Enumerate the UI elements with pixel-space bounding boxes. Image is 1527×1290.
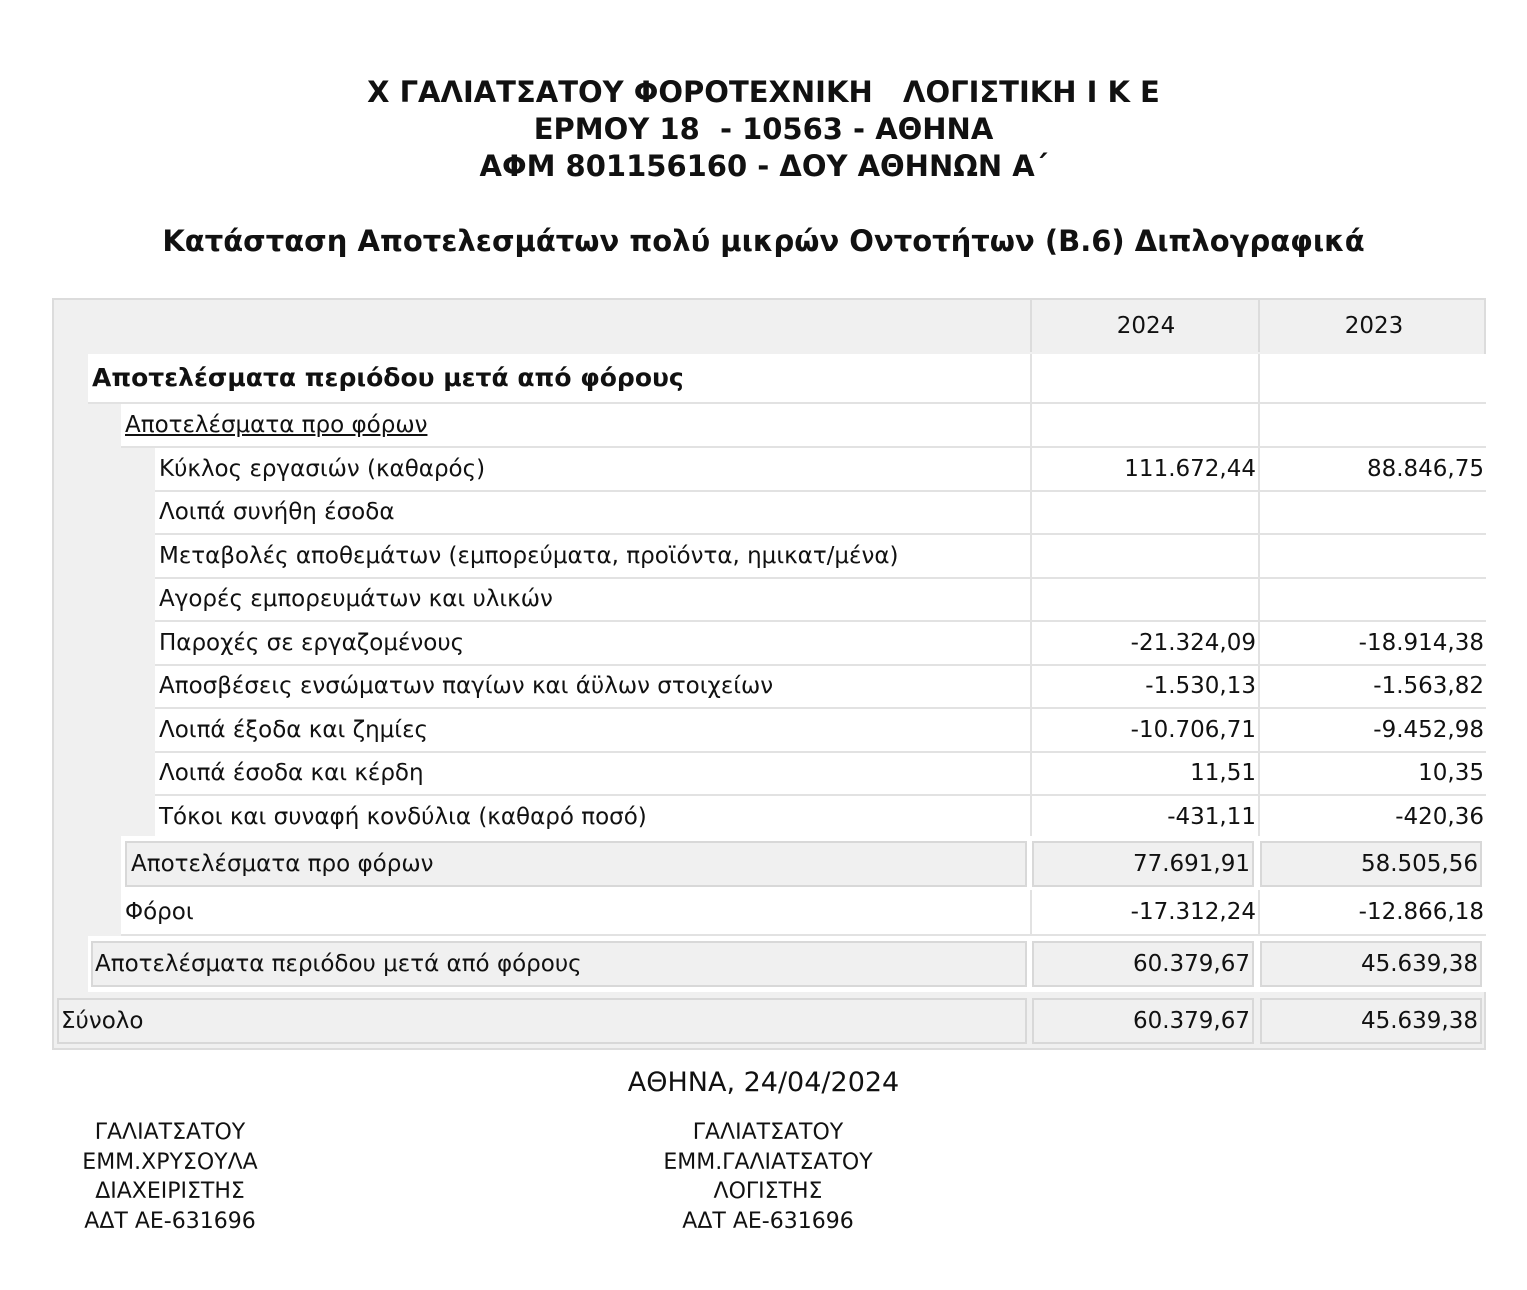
signatory-left-line: ΑΔΤ ΑΕ-631696 bbox=[84, 1208, 256, 1234]
line-item-label: Αποσβέσεις ενσώματων παγίων και άϋλων στοιχείων bbox=[155, 666, 1030, 710]
taxes-2023: -12.866,18 bbox=[1258, 890, 1486, 936]
taxes-2024: -17.312,24 bbox=[1030, 890, 1258, 936]
company-name: Χ ΓΑΛΙΑΤΣΑΤΟΥ ΦΟΡΟΤΕΧΝΙΚΗ ΛΟΓΙΣΤΙΚΗ Ι Κ Ε bbox=[367, 75, 1160, 109]
statement-title: Κατάσταση Αποτελεσμάτων πολύ μικρών Οντοτήτων (Β.6) Διπλογραφικά bbox=[162, 224, 1365, 258]
company-tax-id: ΑΦΜ 801156160 - ΔΟΥ ΑΘΗΝΩΝ Α΄ bbox=[479, 149, 1048, 183]
line-item-2024 bbox=[1030, 492, 1258, 536]
grand-total-2023: 45.639,38 bbox=[1260, 998, 1482, 1044]
line-item-2024: -431,11 bbox=[1030, 796, 1258, 840]
line-item-2023: -18.914,38 bbox=[1258, 622, 1486, 666]
signatory-right-line: ΕΜΜ.ΓΑΛΙΑΤΣΑΤΟΥ bbox=[663, 1149, 873, 1175]
line-item-2024: 111.672,44 bbox=[1030, 448, 1258, 492]
taxes-label: Φόροι bbox=[121, 890, 1030, 936]
grand-total-label: Σύνολο bbox=[57, 998, 1027, 1044]
section-title: Αποτελέσματα περιόδου μετά από φόρους bbox=[88, 354, 1030, 404]
line-item-label: Κύκλος εργασιών (καθαρός) bbox=[155, 448, 1030, 492]
line-item-label: Λοιπά έσοδα και κέρδη bbox=[155, 753, 1030, 797]
line-item-2024: -1.530,13 bbox=[1030, 666, 1258, 710]
line-item-2023 bbox=[1258, 579, 1486, 623]
signatory-right-line: ΑΔΤ ΑΕ-631696 bbox=[682, 1208, 854, 1234]
column-header-2024: 2024 bbox=[1030, 300, 1260, 352]
line-item-2023: 88.846,75 bbox=[1258, 448, 1486, 492]
after-tax-total-2023: 45.639,38 bbox=[1260, 941, 1482, 987]
line-item-2024 bbox=[1030, 579, 1258, 623]
pretax-total-label: Αποτελέσματα προ φόρων bbox=[125, 841, 1027, 887]
line-item-2023: -420,36 bbox=[1258, 796, 1486, 840]
signatory-right-line: ΓΑΛΙΑΤΣΑΤΟΥ bbox=[692, 1120, 844, 1145]
line-item-2024: -10.706,71 bbox=[1030, 709, 1258, 753]
column-header-2023: 2023 bbox=[1258, 300, 1488, 352]
line-item-2023: -9.452,98 bbox=[1258, 709, 1486, 753]
line-item-2024: -21.324,09 bbox=[1030, 622, 1258, 666]
line-item-2023 bbox=[1258, 492, 1486, 536]
pretax-total-2024: 77.691,91 bbox=[1032, 841, 1254, 887]
line-item-2023: -1.563,82 bbox=[1258, 666, 1486, 710]
line-item-2024 bbox=[1030, 535, 1258, 579]
signatory-left bbox=[60, 1118, 280, 1236]
line-item-2023 bbox=[1258, 535, 1486, 579]
company-address: ΕΡΜΟΥ 18 - 10563 - ΑΘΗΝΑ bbox=[533, 112, 994, 146]
line-item-label: Λοιπά συνήθη έσοδα bbox=[155, 492, 1030, 536]
line-item-2024: 11,51 bbox=[1030, 753, 1258, 797]
income-statement-table bbox=[52, 298, 1486, 1050]
line-item-label: Αγορές εμπορευμάτων και υλικών bbox=[155, 579, 1030, 623]
subsection-2024-cell bbox=[1030, 404, 1258, 448]
section-2023-cell bbox=[1258, 354, 1486, 404]
grand-total-2024: 60.379,67 bbox=[1032, 998, 1254, 1044]
subsection-title: Αποτελέσματα προ φόρων bbox=[121, 404, 1030, 448]
line-item-label: Μεταβολές αποθεμάτων (εμπορεύματα, προϊόντα, ημικατ/μένα) bbox=[155, 535, 1030, 579]
after-tax-total-label: Αποτελέσματα περιόδου μετά από φόρους bbox=[91, 941, 1027, 987]
signatory-right bbox=[648, 1118, 888, 1236]
line-item-2023: 10,35 bbox=[1258, 753, 1486, 797]
section-2024-cell bbox=[1030, 354, 1258, 404]
signatory-left-line: ΕΜΜ.ΧΡΥΣΟΥΛΑ bbox=[82, 1149, 258, 1175]
subsection-2023-cell bbox=[1258, 404, 1486, 448]
place-date: ΑΘΗΝΑ, 24/04/2024 bbox=[627, 1067, 900, 1098]
after-tax-total-2024: 60.379,67 bbox=[1032, 941, 1254, 987]
signatory-left-line: ΔΙΑΧΕΙΡΙΣΤΗΣ bbox=[95, 1179, 245, 1204]
line-item-label: Τόκοι και συναφή κονδύλια (καθαρό ποσό) bbox=[155, 796, 1030, 840]
signatory-left-line: ΓΑΛΙΑΤΣΑΤΟΥ bbox=[94, 1120, 246, 1145]
pretax-total-2023: 58.505,56 bbox=[1260, 841, 1482, 887]
line-item-label: Λοιπά έξοδα και ζημίες bbox=[155, 709, 1030, 753]
line-item-label: Παροχές σε εργαζομένους bbox=[155, 622, 1030, 666]
signatory-right-line: ΛΟΓΙΣΤΗΣ bbox=[713, 1179, 823, 1204]
